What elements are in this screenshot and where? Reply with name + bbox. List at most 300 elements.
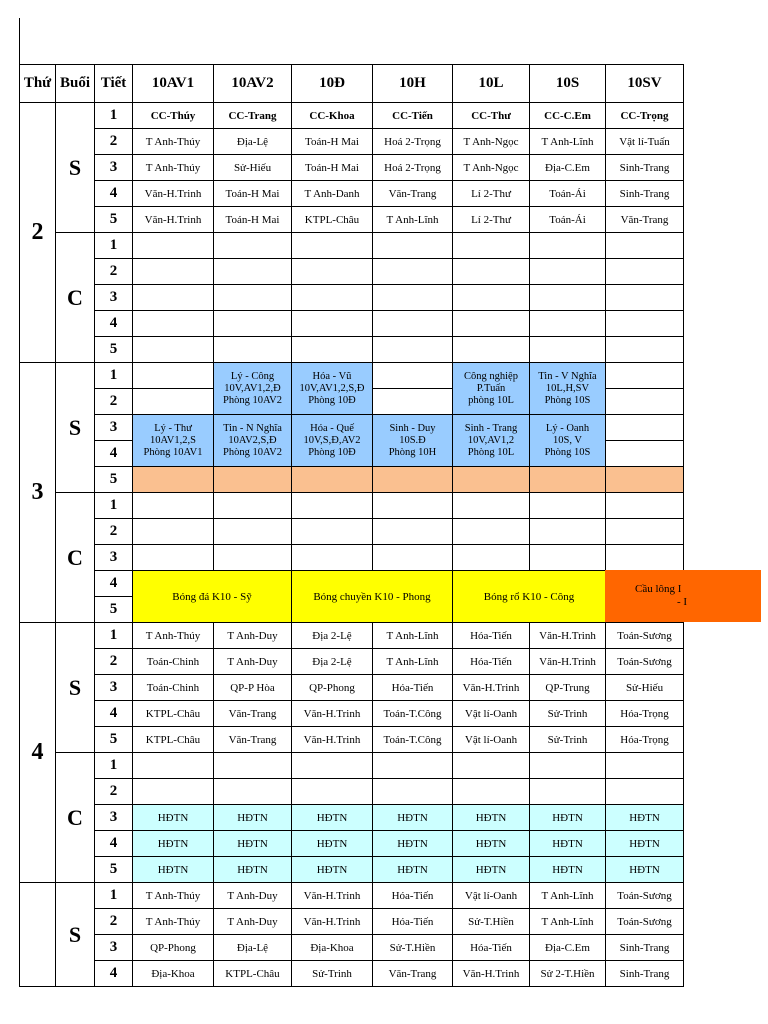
table-row	[20, 493, 684, 519]
empty-cell	[133, 285, 214, 311]
hdtn-cell: HĐTN	[530, 857, 606, 883]
schedule-cell: Văn-Trang	[606, 207, 684, 233]
hdtn-cell: HĐTN	[453, 857, 530, 883]
header-thu: Thứ	[20, 65, 56, 103]
empty-cell	[453, 259, 530, 285]
table-row	[20, 727, 684, 753]
lab-subject: Sinh - Trang	[464, 422, 518, 434]
empty-cell	[373, 259, 453, 285]
schedule-cell: Vật lí-Oanh	[453, 701, 530, 727]
period-number: 5	[95, 727, 133, 753]
lab-block	[133, 415, 214, 467]
schedule-cell: Sử-Hiếu	[214, 155, 292, 181]
empty-cell	[606, 259, 684, 285]
empty-cell	[133, 753, 214, 779]
badminton-label: Cầu lông I	[635, 583, 682, 595]
schedule-cell: T Anh-Thúy	[133, 909, 214, 935]
empty-cell	[453, 519, 530, 545]
empty-cell	[373, 233, 453, 259]
empty-cell	[373, 545, 453, 571]
schedule-cell: Hóa-Tiến	[453, 649, 530, 675]
empty-cell	[606, 337, 684, 363]
schedule-cell: T Anh-Duy	[214, 649, 292, 675]
schedule-cell: CC-Thúy	[133, 103, 214, 129]
empty-cell	[606, 233, 684, 259]
session-label: C	[56, 233, 95, 363]
empty-cell	[606, 389, 684, 415]
schedule-cell: Vật lí-Oanh	[453, 727, 530, 753]
schedule-cell: Sử-Trinh	[530, 701, 606, 727]
empty-cell	[453, 753, 530, 779]
header-row	[20, 65, 684, 103]
lab-block	[292, 363, 373, 415]
hdtn-cell: HĐTN	[133, 857, 214, 883]
empty-cell	[530, 519, 606, 545]
empty-cell	[606, 285, 684, 311]
schedule-cell: QP-Phong	[133, 935, 214, 961]
empty-cell	[530, 545, 606, 571]
empty-cell	[606, 779, 684, 805]
empty-cell	[530, 493, 606, 519]
highlight-cell	[292, 467, 373, 493]
empty-cell	[453, 233, 530, 259]
period-number: 4	[95, 701, 133, 727]
lab-classes: 10AV2,S,Đ	[228, 434, 277, 446]
session-label: C	[56, 493, 95, 623]
schedule-cell: Văn-H.Trinh	[292, 883, 373, 909]
period-number: 1	[95, 883, 133, 909]
empty-cell	[133, 259, 214, 285]
schedule-cell: CC-Khoa	[292, 103, 373, 129]
empty-cell	[292, 285, 373, 311]
day-label: 3	[20, 363, 56, 623]
table-row	[20, 805, 684, 831]
lab-subject: Tin - N Nghĩa	[223, 422, 282, 434]
lab-room: Phòng 10AV1	[143, 446, 203, 458]
table-row	[20, 701, 684, 727]
schedule-cell: Toán-Sương	[606, 883, 684, 909]
schedule-cell: Vật lí-Oanh	[453, 883, 530, 909]
header-class-10s: 10S	[530, 65, 606, 103]
header-class-10sv: 10SV	[606, 65, 684, 103]
lab-subject: Lý - Oanh	[545, 422, 590, 434]
empty-cell	[606, 311, 684, 337]
schedule-cell: Văn-H.Trinh	[530, 649, 606, 675]
session-label: S	[56, 623, 95, 753]
empty-cell	[133, 779, 214, 805]
empty-cell	[530, 311, 606, 337]
empty-cell	[214, 519, 292, 545]
empty-cell	[292, 753, 373, 779]
table-row	[20, 467, 684, 493]
empty-cell	[373, 779, 453, 805]
period-number: 2	[95, 779, 133, 805]
empty-cell	[214, 779, 292, 805]
schedule-cell: Địa-Khoa	[133, 961, 214, 987]
period-number: 3	[95, 415, 133, 441]
table-row	[20, 181, 684, 207]
empty-cell	[214, 337, 292, 363]
period-number: 2	[95, 909, 133, 935]
period-number: 3	[95, 155, 133, 181]
period-number: 5	[95, 597, 133, 623]
schedule-cell: Hóa-Trọng	[606, 727, 684, 753]
lab-room: Phòng 10H	[388, 446, 437, 458]
empty-cell	[373, 363, 453, 389]
schedule-cell: T Anh-Thúy	[133, 883, 214, 909]
hdtn-cell: HĐTN	[373, 805, 453, 831]
lab-subject: Tin - V Nghĩa	[538, 370, 597, 382]
schedule-cell: Địa-C.Em	[530, 935, 606, 961]
highlight-cell	[373, 467, 453, 493]
schedule-cell: KTPL-Châu	[214, 961, 292, 987]
session-label: C	[56, 753, 95, 883]
schedule-cell: Địa 2-Lệ	[292, 623, 373, 649]
period-number: 2	[95, 259, 133, 285]
schedule-cell: Văn-Trang	[373, 181, 453, 207]
empty-cell	[373, 519, 453, 545]
lab-classes: 10V,AV1,2	[467, 434, 515, 446]
lab-classes: 10V,AV1,2,S,Đ	[299, 382, 365, 394]
schedule-cell: Hóa-Tiến	[453, 623, 530, 649]
schedule-cell: T Anh-Lĩnh	[373, 207, 453, 233]
empty-cell	[530, 779, 606, 805]
lab-block	[214, 363, 292, 415]
session-label: S	[56, 883, 95, 987]
schedule-cell: Địa-C.Em	[530, 155, 606, 181]
schedule-cell: KTPL-Châu	[133, 701, 214, 727]
schedule-cell: Toán-H Mai	[292, 129, 373, 155]
schedule-cell: Sử-Trinh	[530, 727, 606, 753]
schedule-cell: Toán-T.Công	[373, 701, 453, 727]
lab-block	[453, 363, 530, 415]
table-row	[20, 363, 684, 389]
hdtn-cell: HĐTN	[530, 805, 606, 831]
schedule-cell: Địa-Khoa	[292, 935, 373, 961]
lab-block	[530, 363, 606, 415]
schedule-cell: Văn-Trang	[373, 961, 453, 987]
lab-block	[292, 415, 373, 467]
lab-subject: Hóa - Vũ	[312, 370, 352, 382]
session-label: S	[56, 363, 95, 493]
hdtn-cell: HĐTN	[292, 857, 373, 883]
schedule-cell: T Anh-Thúy	[133, 155, 214, 181]
hdtn-cell: HĐTN	[214, 831, 292, 857]
empty-cell	[133, 311, 214, 337]
schedule-cell: KTPL-Châu	[133, 727, 214, 753]
empty-cell	[453, 545, 530, 571]
highlight-cell	[214, 467, 292, 493]
schedule-cell: CC-Tiến	[373, 103, 453, 129]
schedule-cell: Sử-T.Hiền	[453, 909, 530, 935]
lab-block	[453, 415, 530, 467]
table-row	[20, 935, 684, 961]
period-number: 1	[95, 753, 133, 779]
hdtn-cell: HĐTN	[214, 857, 292, 883]
schedule-cell: T Anh-Lĩnh	[530, 909, 606, 935]
schedule-cell: Sinh-Trang	[606, 961, 684, 987]
schedule-cell: Toán-Chinh	[133, 675, 214, 701]
schedule-cell: T Anh-Ngọc	[453, 155, 530, 181]
schedule-cell: T Anh-Thúy	[133, 623, 214, 649]
lab-classes: 10V,S,Đ,AV2	[303, 434, 361, 446]
hdtn-cell: HĐTN	[453, 805, 530, 831]
empty-cell	[214, 285, 292, 311]
schedule-cell: Toán-H Mai	[292, 155, 373, 181]
empty-cell	[606, 415, 684, 441]
table-row	[20, 233, 684, 259]
period-number: 3	[95, 675, 133, 701]
lab-classes: 10S.Đ	[399, 434, 426, 446]
schedule-cell: Toán-Chinh	[133, 649, 214, 675]
schedule-cell: Vật lí-Tuấn	[606, 129, 684, 155]
schedule-cell: T Anh-Lĩnh	[373, 649, 453, 675]
schedule-cell: Sinh-Trang	[606, 155, 684, 181]
table-row	[20, 571, 684, 597]
empty-cell	[133, 363, 214, 389]
schedule-cell: Hóa-Tiến	[453, 935, 530, 961]
header-class-10h: 10H	[373, 65, 453, 103]
schedule-cell: Hóa-Trọng	[606, 701, 684, 727]
left-border-line	[19, 18, 20, 64]
schedule-cell: Hóa-Tiến	[373, 675, 453, 701]
schedule-cell: CC-Trọng	[606, 103, 684, 129]
day-label: 2	[20, 103, 56, 363]
period-number: 3	[95, 285, 133, 311]
hdtn-cell: HĐTN	[214, 805, 292, 831]
empty-cell	[530, 233, 606, 259]
table-row	[20, 961, 684, 987]
hdtn-cell: HĐTN	[373, 831, 453, 857]
empty-cell	[373, 285, 453, 311]
schedule-cell: Văn-Trang	[214, 727, 292, 753]
schedule-cell: Toán-Sương	[606, 623, 684, 649]
empty-cell	[373, 337, 453, 363]
schedule-cell: Lí 2-Thư	[453, 181, 530, 207]
lab-block	[214, 415, 292, 467]
empty-cell	[530, 337, 606, 363]
period-number: 5	[95, 337, 133, 363]
empty-cell	[133, 389, 214, 415]
schedule-cell: T Anh-Danh	[292, 181, 373, 207]
table-row	[20, 311, 684, 337]
empty-cell	[453, 493, 530, 519]
lab-subject: Lý - Công	[230, 370, 275, 382]
table-row	[20, 675, 684, 701]
hdtn-cell: HĐTN	[606, 805, 684, 831]
period-number: 2	[95, 129, 133, 155]
table-row	[20, 545, 684, 571]
lab-subject: Sinh - Duy	[389, 422, 436, 434]
schedule-cell: Văn-H.Trinh	[453, 961, 530, 987]
empty-cell	[292, 233, 373, 259]
lab-classes: 10AV1,2,S	[150, 434, 196, 446]
lab-room: Phòng 10L	[467, 446, 515, 458]
schedule-cell: Sinh-Trang	[606, 935, 684, 961]
header-tiet: Tiết	[95, 65, 133, 103]
lab-subject: Lý - Thư	[154, 422, 192, 434]
schedule-cell: Văn-H.Trinh	[292, 727, 373, 753]
schedule-cell: CC-Thư	[453, 103, 530, 129]
period-number: 2	[95, 519, 133, 545]
empty-cell	[373, 311, 453, 337]
schedule-cell: Toán-Ái	[530, 207, 606, 233]
empty-cell	[133, 493, 214, 519]
schedule-cell: Toán-Sương	[606, 909, 684, 935]
highlight-cell	[530, 467, 606, 493]
empty-cell	[606, 519, 684, 545]
header-class-10d: 10Đ	[292, 65, 373, 103]
period-number: 5	[95, 467, 133, 493]
period-number: 1	[95, 103, 133, 129]
empty-cell	[133, 233, 214, 259]
schedule-cell: Sử-Trinh	[292, 961, 373, 987]
period-number: 1	[95, 493, 133, 519]
hdtn-cell: HĐTN	[606, 831, 684, 857]
empty-cell	[292, 493, 373, 519]
hdtn-cell: HĐTN	[133, 805, 214, 831]
period-number: 2	[95, 649, 133, 675]
schedule-cell: KTPL-Châu	[292, 207, 373, 233]
sport-block-basketball: Bóng rổ K10 - Công	[453, 571, 606, 623]
table-row	[20, 519, 684, 545]
schedule-cell: Văn-H.Trinh	[530, 623, 606, 649]
period-number: 2	[95, 389, 133, 415]
schedule-cell: Sinh-Trang	[606, 181, 684, 207]
empty-cell	[292, 779, 373, 805]
schedule-cell: Văn-Trang	[214, 701, 292, 727]
schedule-cell: Địa-Lệ	[214, 129, 292, 155]
sport-block-badminton	[605, 570, 761, 622]
schedule-cell: QP-P Hòa	[214, 675, 292, 701]
lab-block	[530, 415, 606, 467]
empty-cell	[214, 545, 292, 571]
schedule-cell: QP-Phong	[292, 675, 373, 701]
header-class-10av2: 10AV2	[214, 65, 292, 103]
highlight-cell	[606, 467, 684, 493]
schedule-cell: Sử-Hiếu	[606, 675, 684, 701]
empty-cell	[606, 545, 684, 571]
period-number: 1	[95, 623, 133, 649]
sport-block-football: Bóng đá K10 - Sỹ	[133, 571, 292, 623]
empty-cell	[292, 311, 373, 337]
schedule-cell: T Anh-Duy	[214, 883, 292, 909]
empty-cell	[453, 779, 530, 805]
empty-cell	[214, 259, 292, 285]
header-buoi: Buổi	[56, 65, 95, 103]
day-label: 4	[20, 623, 56, 883]
table-row	[20, 259, 684, 285]
period-number: 3	[95, 935, 133, 961]
hdtn-cell: HĐTN	[373, 857, 453, 883]
timetable	[19, 64, 684, 987]
table-row	[20, 129, 684, 155]
hdtn-cell: HĐTN	[292, 805, 373, 831]
header-class-10av1: 10AV1	[133, 65, 214, 103]
empty-cell	[453, 311, 530, 337]
schedule-cell: Sử-T.Hiền	[373, 935, 453, 961]
schedule-cell: Sử 2-T.Hiền	[530, 961, 606, 987]
lab-subject: Công nghiệp	[464, 370, 518, 382]
schedule-cell: Toán-T.Công	[373, 727, 453, 753]
day-label	[20, 883, 56, 987]
table-row	[20, 883, 684, 909]
schedule-cell: Địa-Lệ	[214, 935, 292, 961]
schedule-cell: T Anh-Lĩnh	[530, 129, 606, 155]
empty-cell	[214, 753, 292, 779]
highlight-cell	[133, 467, 214, 493]
hdtn-cell: HĐTN	[453, 831, 530, 857]
period-number: 5	[95, 857, 133, 883]
empty-cell	[530, 753, 606, 779]
schedule-cell: Văn-H.Trinh	[133, 181, 214, 207]
empty-cell	[133, 337, 214, 363]
lab-room: Phòng 10S	[544, 394, 591, 406]
empty-cell	[453, 285, 530, 311]
empty-cell	[292, 519, 373, 545]
period-number: 5	[95, 207, 133, 233]
empty-cell	[373, 753, 453, 779]
lab-classes: 10L,H,SV	[545, 382, 590, 394]
schedule-cell: Toán-Sương	[606, 649, 684, 675]
empty-cell	[606, 493, 684, 519]
empty-cell	[292, 259, 373, 285]
empty-cell	[606, 753, 684, 779]
sport-block-volleyball: Bóng chuyền K10 - Phong	[292, 571, 453, 623]
table-row	[20, 909, 684, 935]
schedule-cell: Hóa-Tiến	[373, 909, 453, 935]
table-row	[20, 831, 684, 857]
table-row	[20, 779, 684, 805]
period-number: 4	[95, 181, 133, 207]
table-row	[20, 337, 684, 363]
schedule-cell: Toán-Ái	[530, 181, 606, 207]
schedule-cell: T Anh-Thúy	[133, 129, 214, 155]
schedule-cell: Văn-H.Trinh	[292, 701, 373, 727]
schedule-cell: Văn-H.Trinh	[292, 909, 373, 935]
lab-room: Phòng 10AV2	[222, 394, 283, 406]
lab-block	[373, 415, 453, 467]
period-number: 4	[95, 571, 133, 597]
schedule-cell: Lí 2-Thư	[453, 207, 530, 233]
table-row	[20, 103, 684, 129]
lab-room: Phòng 10AV2	[222, 446, 283, 458]
hdtn-cell: HĐTN	[530, 831, 606, 857]
period-number: 4	[95, 311, 133, 337]
lab-classes: 10V,AV1,2,Đ	[224, 382, 281, 394]
schedule-cell: Hoá 2-Trọng	[373, 155, 453, 181]
badminton-label-2: - I	[677, 596, 688, 608]
empty-cell	[373, 493, 453, 519]
period-number: 1	[95, 363, 133, 389]
period-number: 3	[95, 545, 133, 571]
empty-cell	[292, 337, 373, 363]
schedule-cell: T Anh-Duy	[214, 909, 292, 935]
table-row	[20, 415, 684, 441]
schedule-cell: T Anh-Lĩnh	[530, 883, 606, 909]
table-row	[20, 155, 684, 181]
table-row	[20, 207, 684, 233]
highlight-cell	[453, 467, 530, 493]
session-label: S	[56, 103, 95, 233]
empty-cell	[214, 311, 292, 337]
period-number: 4	[95, 441, 133, 467]
lab-subject: Hóa - Quế	[310, 422, 354, 434]
period-number: 3	[95, 805, 133, 831]
table-row	[20, 649, 684, 675]
empty-cell	[606, 441, 684, 467]
hdtn-cell: HĐTN	[292, 831, 373, 857]
